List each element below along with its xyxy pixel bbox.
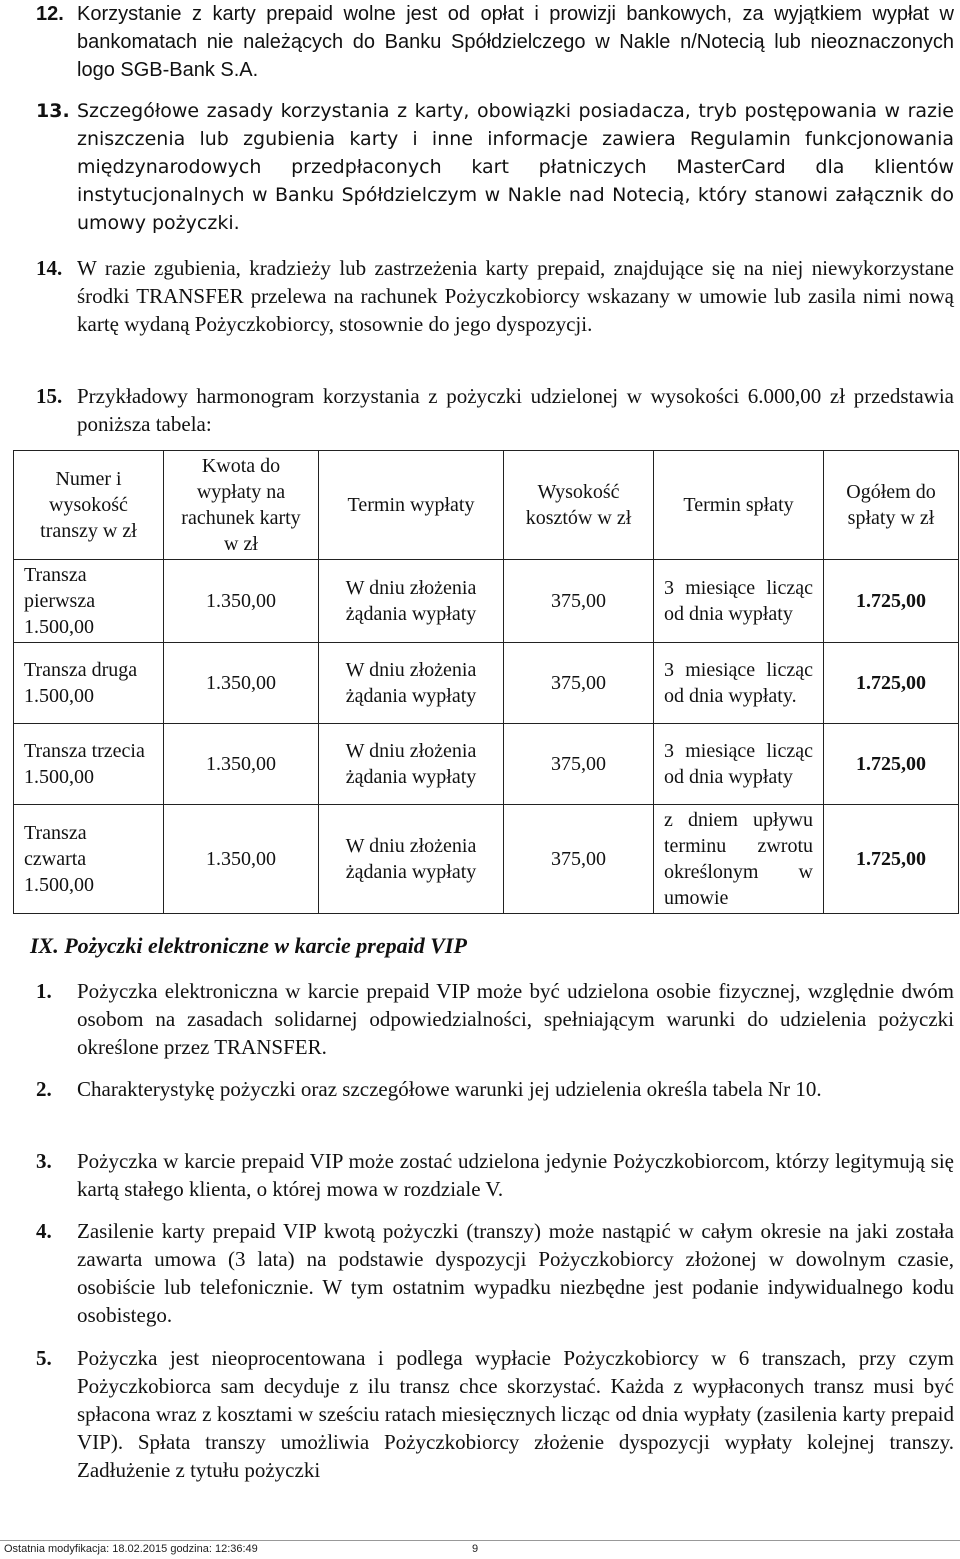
page-number: 9 <box>472 1543 479 1555</box>
repayment-schedule-table <box>13 450 959 914</box>
cell-tranche: Transza druga 1.500,00 <box>14 643 164 724</box>
cell-amount: 1.350,00 <box>164 560 319 643</box>
cell-costs: 375,00 <box>504 724 654 805</box>
table-row <box>14 724 959 805</box>
last-modified: Ostatnia modyfikacja: 18.02.2015 godzina: 12:36:49 <box>4 1543 258 1555</box>
page-footer <box>4 1543 564 1555</box>
cell-amount: 1.350,00 <box>164 724 319 805</box>
point-text: Szczegółowe zasady korzystania z karty, obowiązki posiadacza, tryb postępowania w razie zniszczenia lub zgubienia karty i inne informacje zawiera Regulamin funkcjonowania międzynarodowych przedpłaconych kart płatniczych MasterCard dla klientów instytucjonalnych w Banku Spółdzielczym w Nakle nad Notecią, który stanowi załącznik do umowy pożyczki. <box>77 100 954 234</box>
cell-payout-date: W dniu złożenia żądania wypłaty <box>319 643 504 724</box>
point-text: W razie zgubienia, kradzieży lub zastrzeżenia karty prepaid, znajdujące się na niej niewykorzystane środki TRANSFER przelewa na rachunek Pożyczkobiorcy wskazany w umowie lub zasila nimi nową kartę wydaną Pożyczkobiorcy, stosownie do jego dyspozycji. <box>77 256 954 336</box>
header-costs: Wysokość kosztów w zł <box>504 451 654 560</box>
point-number: 15. <box>36 384 63 408</box>
cell-costs: 375,00 <box>504 560 654 643</box>
section-item-2 <box>36 1075 954 1103</box>
point-text: Korzystanie z karty prepaid wolne jest od opłat i prowizji bankowych, za wyjątkiem wypłat w bankomatach nie należących do Banku Spółdzielczego w Nakle n/Notecią lub nieoznaczonych logo SGB-Bank S.A. <box>77 3 954 81</box>
cell-payout-date: W dniu złożenia żądania wypłaty <box>319 805 504 914</box>
header-tranche: Numer i wysokość transzy w zł <box>14 451 164 560</box>
cell-amount: 1.350,00 <box>164 643 319 724</box>
point-number: 12. <box>36 3 64 25</box>
table-row <box>14 805 959 914</box>
header-payout-date: Termin wypłaty <box>319 451 504 560</box>
footer-divider <box>0 1540 960 1541</box>
section-item-3 <box>36 1147 954 1203</box>
point-number: 13. <box>36 100 70 122</box>
cell-amount: 1.350,00 <box>164 805 319 914</box>
item-text: Pożyczka jest nieoprocentowana i podlega wypłacie Pożyczkobiorcy w 6 transzach, przy czym Pożyczkobiorca sam decyduje z ilu transz chce skorzystać. Każda z wypłaconych transz musi być spłacona wraz z kosztami w sześciu ratach miesięcznych licząc od dnia wypłaty (zasilenia karty prepaid VIP). Spłata transzy umożliwia Pożyczkobiorcy złożenie dyspozycji wypłaty kolejnej transzy. Zadłużenie z tytułu pożyczki <box>77 1346 954 1482</box>
item-number: 4. <box>36 1219 52 1243</box>
cell-repayment-date: z dniem upływu terminu zwrotu określonym w umowie <box>654 805 824 914</box>
item-number: 3. <box>36 1149 52 1173</box>
section-item-1 <box>36 977 954 1061</box>
header-total: Ogółem do spłaty w zł <box>824 451 959 560</box>
cell-payout-date: W dniu złożenia żądania wypłaty <box>319 724 504 805</box>
item-number: 1. <box>36 979 52 1003</box>
cell-total: 1.725,00 <box>824 805 959 914</box>
item-text: Zasilenie karty prepaid VIP kwotą pożyczki (transzy) może nastąpić w całym okresie na jaki została zawarta umowa (3 lata) na podstawie dyspozycji Pożyczkobiorcy złożonej w dowolnym czasie, osobiście lub telefonicznie. W tym ostatnim wypadku niezbędne jest podanie indywidualnego kodu osobistego. <box>77 1219 954 1327</box>
point-number: 14. <box>36 256 63 280</box>
cell-costs: 375,00 <box>504 643 654 724</box>
item-text: Pożyczka w karcie prepaid VIP może zostać udzielona jedynie Pożyczkobiorcom, którzy legitymują się kartą stałego klienta, o której mowa w rozdziale V. <box>77 1149 954 1201</box>
header-amount: Kwota do wypłaty na rachunek karty w zł <box>164 451 319 560</box>
cell-payout-date: W dniu złożenia żądania wypłaty <box>319 560 504 643</box>
cell-repayment-date: 3 miesiące licząc od dnia wypłaty. <box>654 643 824 724</box>
cell-costs: 375,00 <box>504 805 654 914</box>
cell-repayment-date: 3 miesiące licząc od dnia wypłaty <box>654 560 824 643</box>
item-text: Charakterystykę pożyczki oraz szczegółowe warunki jej udzielenia określa tabela Nr 10. <box>77 1077 822 1101</box>
cell-total: 1.725,00 <box>824 643 959 724</box>
point-text: Przykładowy harmonogram korzystania z pożyczki udzielonej w wysokości 6.000,00 zł przedstawia poniższa tabela: <box>77 384 954 436</box>
section-item-4 <box>36 1217 954 1329</box>
cell-total: 1.725,00 <box>824 724 959 805</box>
table-row <box>14 560 959 643</box>
point-13 <box>36 97 954 237</box>
cell-total: 1.725,00 <box>824 560 959 643</box>
section-title: IX. Pożyczki elektroniczne w karcie prepaid VIP <box>30 933 467 958</box>
point-12 <box>36 0 954 84</box>
point-14 <box>36 254 954 338</box>
item-number: 2. <box>36 1077 52 1101</box>
cell-tranche: Transza pierwsza 1.500,00 <box>14 560 164 643</box>
item-text: Pożyczka elektroniczna w karcie prepaid VIP może być udzielona osobie fizycznej, względnie dwóm osobom na zasadach solidarnej odpowiedzialności, spełniającym warunki do udzielenia pożyczki określone przez TRANSFER. <box>77 979 954 1059</box>
header-repayment-date: Termin spłaty <box>654 451 824 560</box>
section-item-5 <box>36 1344 954 1484</box>
cell-tranche: Transza trzecia 1.500,00 <box>14 724 164 805</box>
cell-repayment-date: 3 miesiące licząc od dnia wypłaty <box>654 724 824 805</box>
cell-tranche: Transza czwarta 1.500,00 <box>14 805 164 914</box>
table-row <box>14 643 959 724</box>
item-number: 5. <box>36 1346 52 1370</box>
table-header-row <box>14 451 959 560</box>
point-15 <box>36 382 954 438</box>
